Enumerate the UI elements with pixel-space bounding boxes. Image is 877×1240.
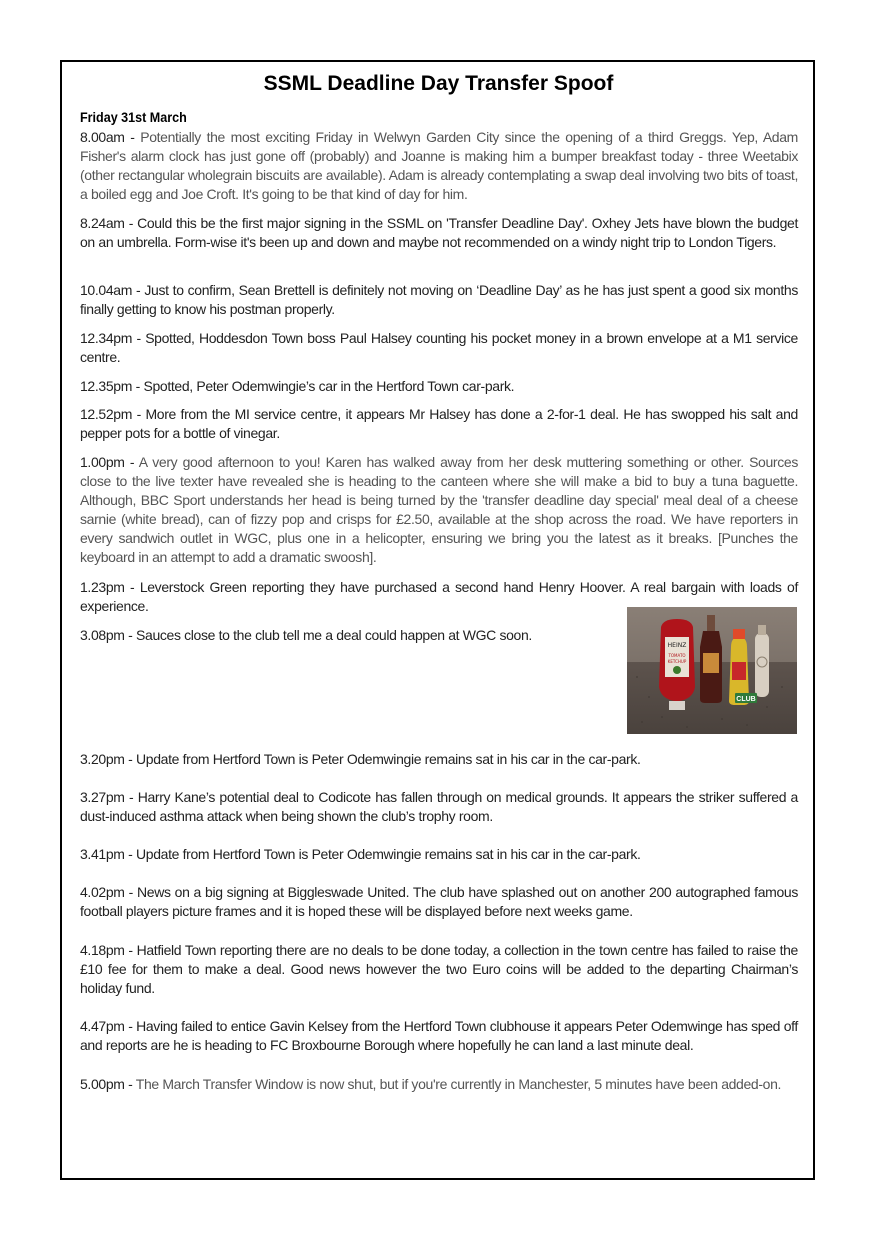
page-title: SSML Deadline Day Transfer Spoof [263,72,614,95]
entry-1602: 4.02pm - News on a big signing at Biggleswade United. The club have splashed out on another 200 autographed famous football players picture frames and it is hoped these will be displayed before next weeks game. [80,884,798,919]
entry-1527: 3.27pm - Harry Kane’s potential deal to Codicote has fallen through on medical grounds. It appears the striker suffered a dust-induced asthma attack when being shown the club’s trophy room. [80,789,798,824]
entry-1508: 3.08pm - Sauces close to the club tell me a deal could happen at WGC soon. [80,627,532,643]
entry-time: 8.24am [80,215,125,231]
entry-0824: 8.24am - Could this be the first major signing in the SSML on 'Transfer Deadline Day'. Oxhey Jets have blown the budget on an umbrella. Form-wise it's been up and down and maybe not recommended on a windy night trip to London Tigers. [80,215,798,250]
entry-1700: 5.00pm - The March Transfer Window is now shut, but if you're currently in Manchester, 5 minutes have been added-on. [80,1076,782,1092]
entry-1252: 12.52pm - More from the MI service centre, it appears Mr Halsey has done a 2-for-1 deal. He has swopped his salt and pepper pots for a bottle of vinegar. [80,406,798,441]
entry-text: Just to confirm, Sean Brettell is definitely not moving on ‘Deadline Day’ as he has just spent a good six months finally getting to know his postman properly. [80,282,798,317]
entry-1234: 12.34pm - Spotted, Hoddesdon Town boss Paul Halsey counting his pocket money in a brown envelope at a M1 service centre. [80,330,798,365]
entry-1541: 3.41pm - Update from Hertford Town is Peter Odemwingie remains sat in his car in the car-park. [80,846,641,862]
entry-text: Having failed to entice Gavin Kelsey from the Hertford Town clubhouse it appears Peter Odemwinge has sped off and reports are he is heading to FC Broxbourne Borough where hopefully he can land a last minute deal. [80,1018,798,1053]
date-heading: Friday 31st March [80,110,187,125]
entry-1618: 4.18pm - Hatfield Town reporting there are no deals to be done today, a collection in the town centre has failed to raise the £10 fee for them to make a deal. Good news however the two Euro coins will be added to the departing Chairman’s holiday fund. [80,942,798,996]
entry-text: Leverstock Green reporting they have purchased a second hand Henry Hoover. A real bargain with loads of experience. [80,579,798,614]
entry-time: 10.04am [80,282,133,298]
entry-text: Hatfield Town reporting there are no deals to be done today, a collection in the town centre has failed to raise the £10 fee for them to make a deal. Good news however the two Euro coins will be added to the departing Chairman’s holiday fund. [80,942,798,996]
entry-text: News on a big signing at Biggleswade United. The club have splashed out on another 200 autographed famous football players picture frames and it is hoped these will be displayed before next weeks game. [80,884,798,919]
entry-time: 12.52pm [80,406,133,422]
entry-time: 4.02pm [80,884,125,900]
entry-0800: 8.00am - Potentially the most exciting Friday in Welwyn Garden City since the opening of a third Greggs. Yep, Adam Fisher's alarm clock has just gone off (probably) and Joanne is making him a bumper breakfast today - three Weetabix (other rectangular wholegrain biscuits are available). Adam is already contemplating a swap deal involving two bits of toast, a boiled egg and Joe Croft. It's going to be that kind of day for him. [80,129,798,202]
entry-time: 12.35pm [80,378,133,394]
entry-text: More from the MI service centre, it appears Mr Halsey has done a 2-for-1 deal. He has swopped his salt and pepper pots for a bottle of vinegar. [80,406,798,441]
entry-time: 5.00pm [80,1076,125,1092]
entry-time: 4.47pm [80,1018,125,1034]
svg-text:HEINZ: HEINZ [667,642,687,649]
entry-time: 3.41pm [80,846,125,862]
entry-time: 3.27pm [80,789,125,805]
entry-1323: 1.23pm - Leverstock Green reporting they have purchased a second hand Henry Hoover. A real bargain with loads of experience. [80,579,798,614]
entry-text: A very good afternoon to you! Karen has walked away from her desk muttering something or other. Sources close to the live texter have revealed she is heading to the canteen where she will make a bid to buy a tuna baguette. Although, BBC Sport understands her head is being turned by the 'transfer deadline day special' meal deal of a cheese sarnie (white bread), can of fizzy pop and crisps for £2.50, available at the shop across the road. We have reporters in every sandwich outlet in WGC, plus one in a helicopter, ensuring we bring you the latest as it breaks. [Punches the keyboard in an attempt to add a dramatic swoosh]. [80,454,798,565]
entry-text: Update from Hertford Town is Peter Odemwingie remains sat in his car in the car-park. [136,846,641,862]
entry-time: 3.20pm [80,751,125,767]
club-label: CLUB [736,696,756,703]
entry-text: Spotted, Peter Odemwingie’s car in the Hertford Town car-park. [143,378,515,394]
svg-text:KETCHUP: KETCHUP [667,659,687,664]
entry-text: Sauces close to the club tell me a deal could happen at WGC soon. [136,627,532,643]
entry-text: Spotted, Hoddesdon Town boss Paul Halsey counting his pocket money in a brown envelope at a M1 service centre. [80,330,798,365]
entry-1235: 12.35pm - Spotted, Peter Odemwingie’s car in the Hertford Town car-park. [80,378,515,394]
sauce-bottles-photo [627,607,797,734]
entry-time: 1.23pm [80,579,125,595]
entry-time: 4.18pm [80,942,125,958]
entry-1647: 4.47pm - Having failed to entice Gavin Kelsey from the Hertford Town clubhouse it appears Peter Odemwinge has sped off and reports are he is heading to FC Broxbourne Borough where hopefully he can land a last minute deal. [80,1018,798,1053]
entry-time: 1.00pm [80,454,125,470]
entry-text: Potentially the most exciting Friday in Welwyn Garden City since the opening of a third Greggs. Yep, Adam Fisher's alarm clock has just gone off (probably) and Joanne is making him a bumper breakfast today - three Weetabix (other rectangular wholegrain biscuits are available). Adam is already contemplating a swap deal involving two bits of toast, a boiled egg and Joe Croft. It's going to be that kind of day for him. [80,129,798,202]
entry-text: The March Transfer Window is now shut, but if you're currently in Manchester, 5 minutes have been added-on. [135,1076,782,1092]
entry-1004: 10.04am - Just to confirm, Sean Brettell is definitely not moving on ‘Deadline Day’ as he has just spent a good six months finally getting to know his postman properly. [80,282,798,317]
entry-text: Could this be the first major signing in the SSML on 'Transfer Deadline Day'. Oxhey Jets have blown the budget on an umbrella. Form-wise it's been up and down and maybe not recommended on a windy night trip to London Tigers. [80,215,798,250]
entry-text: Harry Kane’s potential deal to Codicote has fallen through on medical grounds. It appears the striker suffered a dust-induced asthma attack when being shown the club’s trophy room. [80,789,798,824]
entry-1300: 1.00pm - A very good afternoon to you! Karen has walked away from her desk muttering something or other. Sources close to the live texter have revealed she is heading to the canteen where she will make a bid to buy a tuna baguette. Although, BBC Sport understands her head is being turned by the 'transfer deadline day special' meal deal of a cheese sarnie (white bread), can of fizzy pop and crisps for £2.50, available at the shop across the road. We have reporters in every sandwich outlet in WGC, plus one in a helicopter, ensuring we bring you the latest as it breaks. [Punches the keyboard in an attempt to add a dramatic swoosh]. [80,454,798,565]
entry-time: 3.08pm [80,627,125,643]
svg-text:TOMATO: TOMATO [668,653,686,658]
entry-1520: 3.20pm - Update from Hertford Town is Peter Odemwingie remains sat in his car in the car-park. [80,751,641,767]
entry-text: Update from Hertford Town is Peter Odemwingie remains sat in his car in the car-park. [136,751,641,767]
entry-time: 12.34pm [80,330,133,346]
entry-time: 8.00am [80,129,125,145]
